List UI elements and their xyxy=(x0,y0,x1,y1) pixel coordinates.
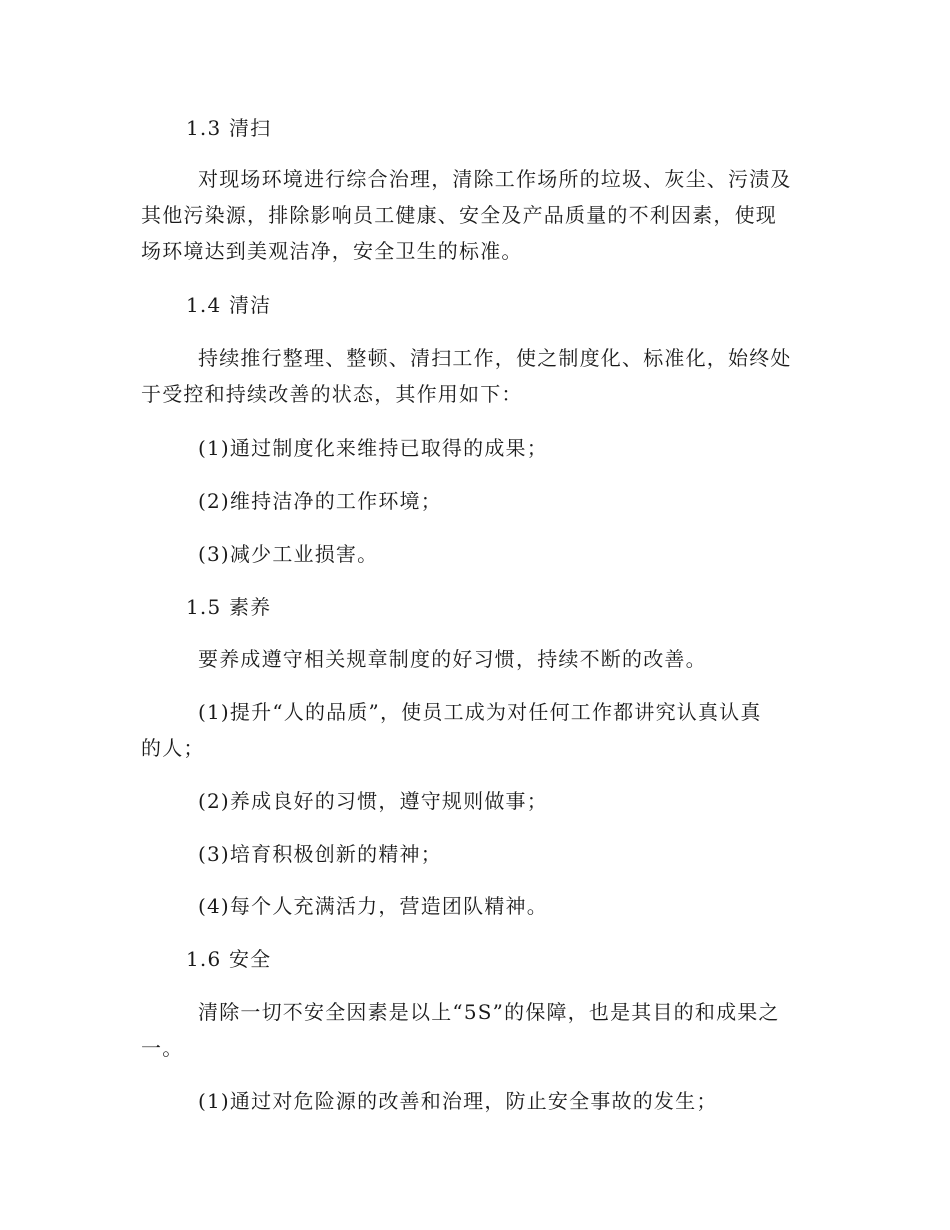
section-heading: 1.4 清洁 xyxy=(186,293,272,317)
list-item: (3)减少工业损害。 xyxy=(198,542,379,566)
section-heading: 1.6 安全 xyxy=(186,947,272,971)
list-item: (1)通过对危险源的改善和治理，防止安全事故的发生； xyxy=(198,1089,718,1113)
paragraph-line: 要养成遵守相关规章制度的好习惯，持续不断的改善。 xyxy=(198,647,707,671)
list-item: 的人； xyxy=(141,736,205,760)
section-heading: 1.3 清扫 xyxy=(186,116,272,140)
list-item: (1)通过制度化来维持已取得的成果； xyxy=(198,436,548,460)
list-item: (1)提升“人的品质”，使员工成为对任何工作都讲究认真认真 xyxy=(198,700,762,724)
paragraph-line: 持续推行整理、整顿、清扫工作，使之制度化、标准化，始终处 xyxy=(198,346,792,370)
list-item: (2)养成良好的习惯，遵守规则做事； xyxy=(198,789,548,813)
list-item: (3)培育积极创新的精神； xyxy=(198,842,442,866)
list-item: (2)维持洁净的工作环境； xyxy=(198,489,442,513)
section-heading: 1.5 素养 xyxy=(186,595,272,619)
paragraph-line: 场环境达到美观洁净，安全卫生的标准。 xyxy=(141,239,523,263)
paragraph-line: 一。 xyxy=(141,1036,184,1060)
paragraph-line: 对现场环境进行综合治理，清除工作场所的垃圾、灰尘、污渍及 xyxy=(198,167,792,191)
list-item: (4)每个人充满活力，营造团队精神。 xyxy=(198,894,548,918)
paragraph-line: 清除一切不安全因素是以上“5S”的保障，也是其目的和成果之 xyxy=(198,1000,780,1024)
paragraph-line: 其他污染源，排除影响员工健康、安全及产品质量的不利因素，使现 xyxy=(141,203,777,227)
paragraph-line: 于受控和持续改善的状态，其作用如下： xyxy=(141,382,523,406)
